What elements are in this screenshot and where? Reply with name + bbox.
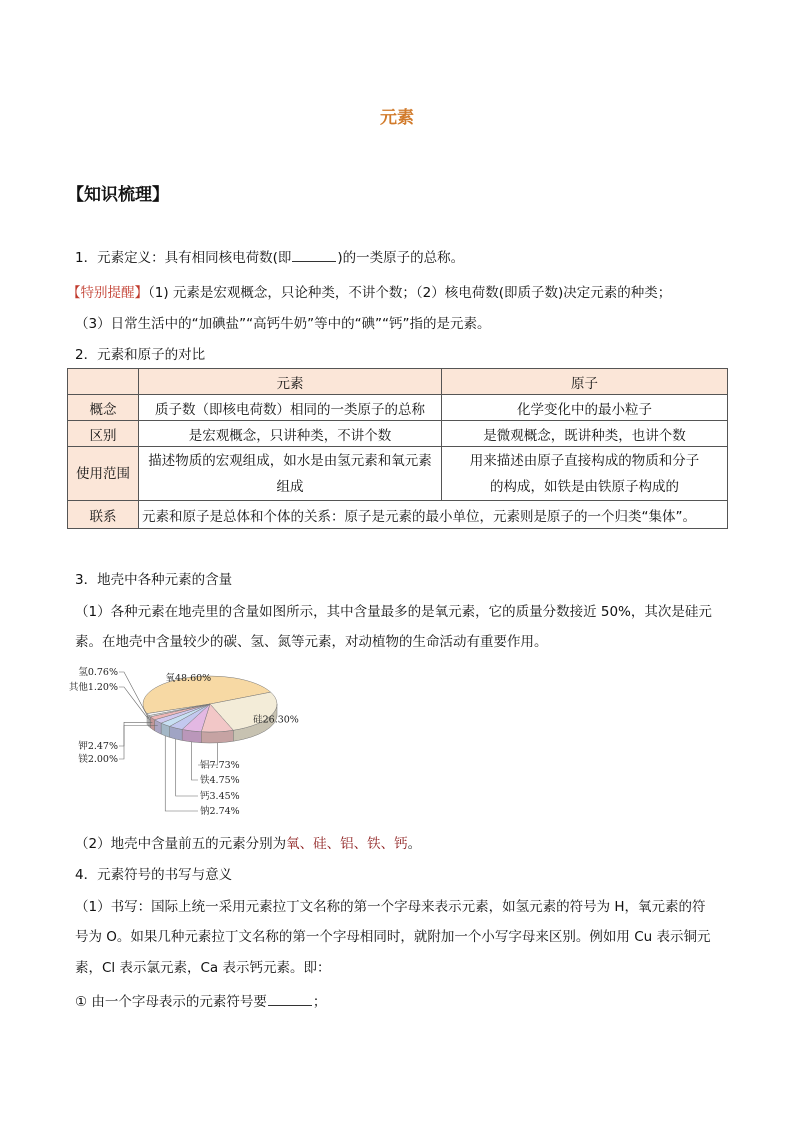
crust-element-pie-chart (62, 660, 299, 820)
pie-label-0: 氧48.60% (165, 673, 212, 685)
pie-label-5: 钠2.74% (200, 806, 240, 817)
item4-p1-line3: 素，Cl 表示氯元素，Ca 表示钙元素。即： (75, 960, 331, 976)
item3-p2-post: 。 (407, 836, 422, 852)
page-title: 元素 (380, 108, 414, 128)
pie-label-7: 镁2.00% (78, 754, 118, 765)
table-header-corner (68, 369, 139, 395)
cell-merged: 元素和原子是总体和个体的关系：原子是元素的最小单位，元素则是原子的一个归类“集体”。 (139, 501, 728, 529)
leader-line-7 (119, 722, 152, 759)
item4-p1-line1: （1）书写：国际上统一采用元素拉丁文名称的第一个字母来表示元素，如氢元素的符号为 H，氧元素的符 (75, 899, 706, 915)
definition-pre: 1．元素定义：具有相同核电荷数(即 (75, 250, 292, 266)
item4-p1-line2: 号为 O。如果几种元素拉丁文名称的第一个字母相同时，就附加一个小写字母来区别。例如用 Cu 表示铜元 (75, 929, 711, 945)
definition-post: )的一类原子的总称。 (337, 250, 465, 266)
definition-line (75, 246, 464, 266)
pie-label-8: 氢0.76% (78, 667, 118, 678)
cell-atom: 化学变化中的最小粒子 (442, 395, 728, 421)
item3-p2-pre: （2）地壳中含量前五的元素分别为 (75, 836, 287, 852)
note-line-1 (67, 281, 671, 301)
rule1-post: ； (312, 994, 327, 1010)
leader-line-8 (119, 672, 150, 720)
row-label: 概念 (68, 395, 139, 421)
item3-p1-line2: 素。在地壳中含量较少的碳、氢、氮等元素，对动植物的生命活动有重要作用。 (75, 634, 548, 650)
cell-element: 是宏观概念，只讲种类，不讲个数 (139, 421, 442, 447)
pie-label-4: 钙3.45% (200, 791, 240, 802)
pie-label-3: 铁4.75% (200, 775, 240, 786)
leader-line-4 (176, 739, 198, 796)
leader-line-5 (165, 736, 198, 811)
table-row (68, 395, 728, 421)
note-line-2: （3）日常生活中的“加碘盐”“高钙牛奶”等中的“碘”“钙”指的是元素。 (75, 316, 491, 332)
item2-heading: 2．元素和原子的对比 (75, 347, 206, 363)
fill-blank-1[interactable] (292, 249, 336, 262)
item3-p2 (75, 832, 421, 852)
cell-element: 描述物质的宏观组成，如水是由氢元素和氧元素组成 (139, 447, 442, 501)
pie-label-6: 钾2.47% (78, 741, 118, 752)
pie-label-1: 硅26.30% (253, 714, 299, 726)
item4-heading: 4．元素符号的书写与意义 (75, 867, 233, 883)
row-label: 使用范围 (68, 447, 139, 501)
section-heading: 【知识梳理】 (67, 185, 169, 205)
pie-label-9: 其他1.20% (68, 682, 118, 693)
comparison-table (67, 368, 728, 529)
note-text-1: （1) 元素是宏观概念，只论种类，不讲个数；（2）核电荷数(即质子数)决定元素的种类； (148, 285, 672, 301)
table-header-atom: 原子 (442, 369, 728, 395)
leader-line-3 (192, 742, 198, 780)
cell-atom-line-2: 的构成，如铁是由铁原子构成的 (490, 478, 679, 495)
row-label: 联系 (68, 501, 139, 529)
note-label: 【特别提醒】 (67, 285, 148, 301)
table-row (68, 447, 728, 501)
row-label: 区别 (68, 421, 139, 447)
item3-heading: 3．地壳中各种元素的含量 (75, 572, 233, 588)
item4-rule1 (75, 990, 326, 1010)
table-row (68, 421, 728, 447)
cell-atom-line-1: 用来描述由原子直接构成的物质和分子 (469, 452, 700, 469)
rule1-pre: ① 由一个字母表示的元素符号要 (75, 994, 267, 1010)
cell-element: 质子数（即核电荷数）相同的一类原子的总称 (139, 395, 442, 421)
cell-atom: 是微观概念，既讲种类，也讲个数 (442, 421, 728, 447)
table-header-element: 元素 (139, 369, 442, 395)
fill-blank-2[interactable] (268, 993, 312, 1006)
item3-p1-line1: （1）各种元素在地壳里的含量如图所示，其中含量最多的是氧元素，它的质量分数接近 50%，其次是硅元 (75, 604, 712, 620)
cell-atom (442, 447, 728, 501)
pie-label-2: 铝7.73% (200, 760, 240, 771)
top-five-elements: 氧、硅、铝、铁、钙 (286, 836, 408, 852)
table-row (68, 501, 728, 529)
